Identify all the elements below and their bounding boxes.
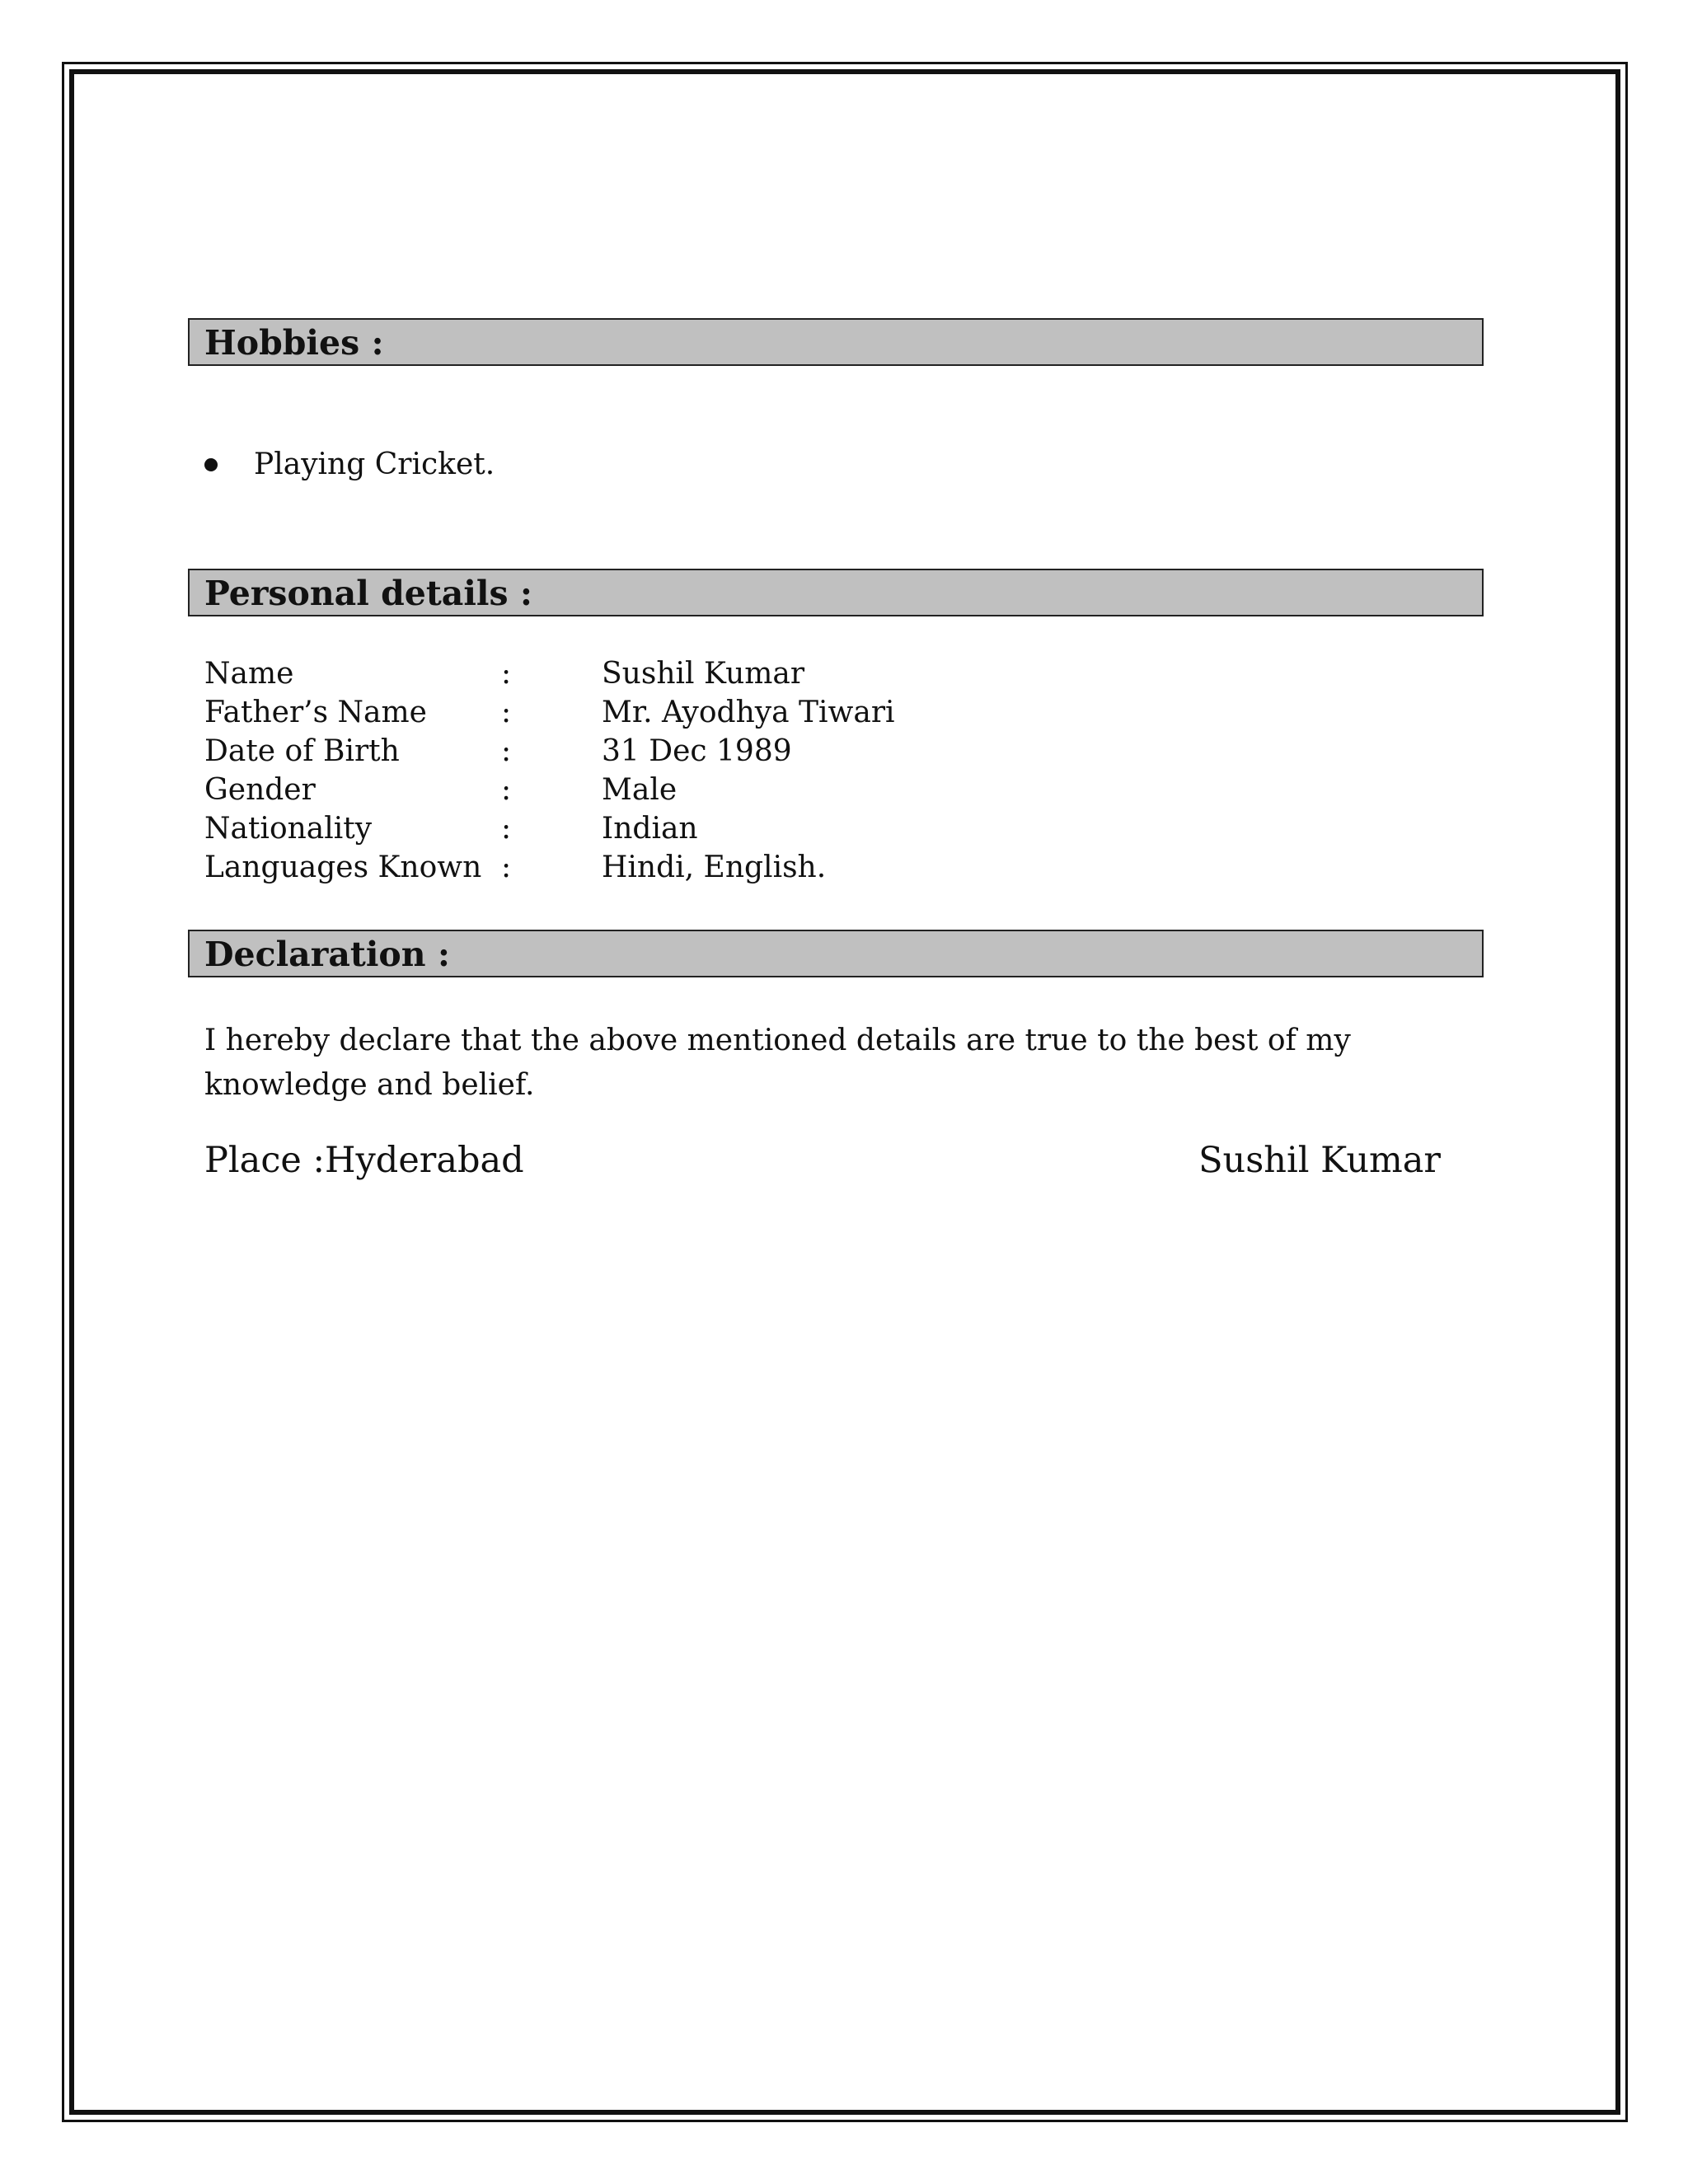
bullet-icon xyxy=(204,458,218,471)
signature-name: Sushil Kumar xyxy=(1198,1140,1441,1181)
detail-label: Father’s Name xyxy=(204,696,427,729)
detail-value: Male xyxy=(602,773,678,807)
hobby-item-text: Playing Cricket. xyxy=(254,448,495,481)
detail-label: Date of Birth xyxy=(204,734,400,768)
detail-value: Indian xyxy=(602,812,698,846)
detail-row-languages-known xyxy=(204,848,1193,887)
detail-value: 31 Dec 1989 xyxy=(602,734,792,768)
detail-label: Name xyxy=(204,657,294,691)
detail-row-nationality xyxy=(204,809,1193,848)
detail-separator: : xyxy=(501,851,512,884)
detail-separator: : xyxy=(501,734,512,768)
detail-label: Gender xyxy=(204,773,316,807)
personal-details-list xyxy=(204,654,1193,887)
detail-value: Hindi, English. xyxy=(602,851,827,884)
personal-details-title: Personal details : xyxy=(204,574,532,613)
place-text: Place :Hyderabad xyxy=(204,1140,524,1181)
declaration-text: I hereby declare that the above mentioned details are true to the best of my knowledge and belief. xyxy=(204,1024,1351,1102)
detail-value: Sushil Kumar xyxy=(602,657,805,691)
detail-label: Nationality xyxy=(204,812,373,846)
declaration-title: Declaration : xyxy=(204,935,450,974)
hobbies-section-header xyxy=(188,318,1484,366)
declaration-section-header xyxy=(188,930,1484,977)
hobbies-title: Hobbies : xyxy=(204,323,384,363)
detail-separator: : xyxy=(501,657,512,691)
personal-details-section-header xyxy=(188,569,1484,616)
detail-value: Mr. Ayodhya Tiwari xyxy=(602,696,895,729)
detail-label: Languages Known xyxy=(204,851,482,884)
detail-row-date-of-birth xyxy=(204,732,1193,771)
detail-separator: : xyxy=(501,773,512,807)
detail-separator: : xyxy=(501,812,512,846)
detail-row-gender xyxy=(204,771,1193,809)
detail-row-name xyxy=(204,654,1193,693)
detail-row-fathers-name xyxy=(204,693,1193,732)
detail-separator: : xyxy=(501,696,512,729)
